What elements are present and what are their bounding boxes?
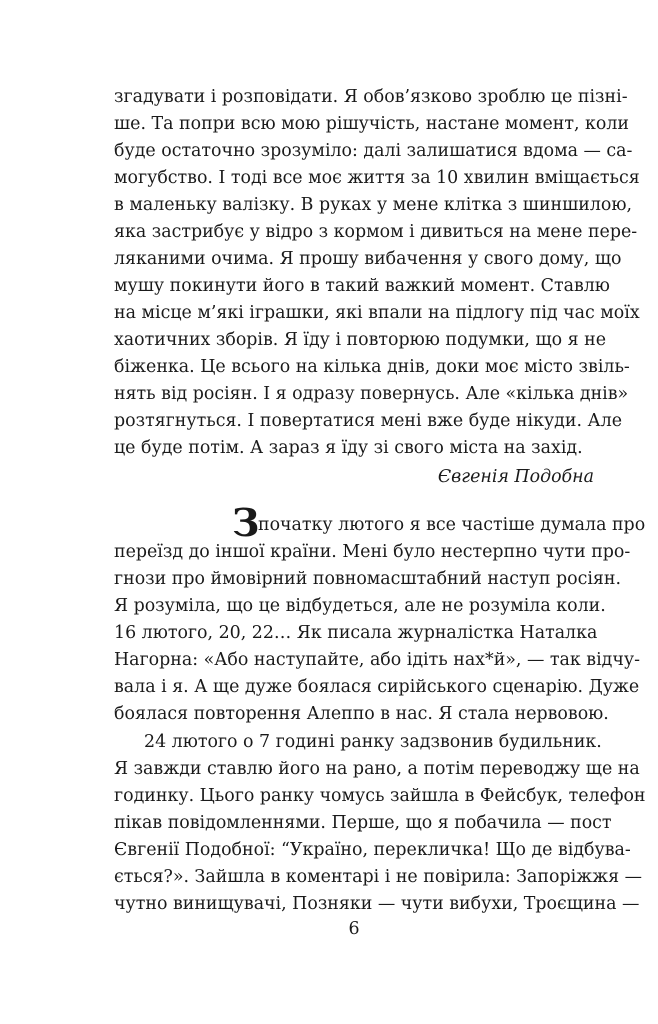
text-line: Нагорна: «Або наступайте, або ідіть нах*й», — так відчу-: [114, 650, 640, 670]
text-line: Я завжди ставлю його на рано, а потім переводжу ще на: [114, 759, 640, 779]
text-line: це буде потім. А зараз я їду зі свого міста на захід.: [114, 438, 583, 458]
text-line: пікав повідомленнями. Перше, що я побачила — пост: [114, 813, 612, 833]
text-line: годинку. Цього ранку чомусь зайшла в Фейсбук, телефон: [114, 786, 646, 806]
text-line: в маленьку валізку. В руках у мене клітка з шиншилою,: [114, 195, 633, 215]
text-line: Я розуміла, що це відбудеться, але не розуміла коли.: [114, 596, 606, 616]
page-number: 6: [348, 919, 360, 939]
text-line: чутно винищувачі, Позняки — чути вибухи, Троєщина —: [114, 894, 640, 914]
text-line: мушу покинути його в такий важкий момент. Ставлю: [114, 276, 610, 296]
text-line: 16 лютого, 20, 22… Як писала журналістка Наталка: [114, 623, 598, 643]
text-line: вала і я. А ще дуже боялася сирійського сценарію. Дуже: [114, 677, 640, 697]
text-line: нять від росіян. І я одразу повернусь. Але «кілька днів»: [114, 384, 629, 404]
text-line: на місце м’які іграшки, які впали на підлогу під час моїх: [114, 303, 640, 323]
text-line: ше. Та попри всю мою рішучість, настане момент, коли: [114, 114, 629, 134]
text-line: могубство. І тоді все моє життя за 10 хвилин вміщається: [114, 168, 640, 188]
text-line: переїзд до іншої країни. Мені було нестерпно чути про-: [114, 542, 631, 562]
text-line: боялася повторення Алеппо в нас. Я стала нервовою.: [114, 704, 609, 724]
text-line: згадувати і розповідати. Я обов’язково зроблю це пізні-: [114, 87, 628, 107]
text-line: ляканими очима. Я прошу вибачення у свого дому, що: [114, 249, 622, 269]
text-line: яка застрибує у відро з кормом і дивиться на мене пере-: [114, 222, 638, 242]
text-line: початку лютого я все частіше думала про: [258, 515, 646, 535]
drop-cap: З: [232, 500, 260, 545]
author-signature: Євгенія Подобна: [437, 467, 594, 487]
text-line: буде остаточно зрозуміло: далі залишатися вдома — са-: [114, 141, 633, 161]
text-line: біженка. Це всього на кілька днів, доки моє місто звіль-: [114, 357, 630, 377]
text-line: ється?». Зайшла в коментарі і не повірила: Запоріжжя —: [114, 867, 643, 887]
text-line: 24 лютого о 7 годині ранку задзвонив будильник.: [144, 732, 602, 752]
text-line: гнози про ймовірний повномасштабний наступ росіян.: [114, 569, 622, 589]
text-line: хаотичних зборів. Я їду і повторюю подумки, що я не: [114, 330, 607, 350]
book-page: [114, 0, 646, 1024]
text-line: розтягнуться. І повертатися мені вже буде нікуди. Але: [114, 411, 623, 431]
text-line: Євгенії Подобної: “Україно, перекличка! Що де відбува-: [114, 840, 631, 860]
